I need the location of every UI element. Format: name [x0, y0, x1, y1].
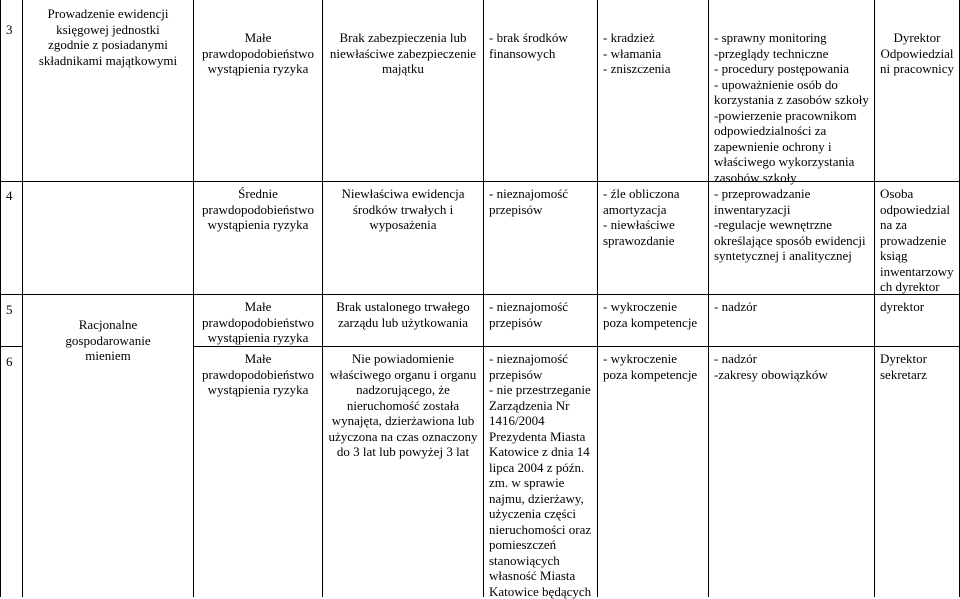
causes-cell: - brak środków finansowych	[489, 30, 568, 61]
risk-cell: Nie powiadomienie właściwego organu i organu nadzorującego, że nieruchomość została wynajęta, dzierżawiona lub użyczona na czas oznaczony do 3 lat lub powyżej 3 lat	[328, 351, 478, 459]
probability-cell: Średnie prawdopodobieństwo wystąpienia ryzyka	[202, 186, 314, 232]
controls-cell: - nadzór	[714, 299, 757, 314]
table-column-divider	[483, 0, 484, 597]
table-row-divider	[0, 346, 22, 347]
table-column-divider	[874, 0, 875, 597]
responsible-cell: Dyrektor sekretarz	[880, 351, 927, 382]
row-number: 4	[6, 188, 13, 203]
controls-cell: - sprawny monitoring -przeglądy techniczne - procedury postępowania - upoważnienie osób do korzystania z zasobów szkoły -powierzenie pracownikom odpowiedzialności za zapewnienie ochrony i właściwego wykorzystania zasobów szkoły	[714, 30, 869, 185]
responsible-cell: Osoba odpowiedzial na za prowadzenie ksiąg inwentarzowy ch dyrektor	[880, 186, 954, 294]
responsible-cell: Dyrektor Odpowiedzial ni pracownicy	[879, 30, 954, 76]
table-row-divider	[193, 346, 960, 347]
probability-cell: Małe prawdopodobieństwo wystąpienia ryzyka	[202, 351, 314, 397]
effects-cell: - źle obliczona amortyzacja - niewłaściwe sprawozdanie	[603, 186, 680, 248]
controls-cell: - przeprowadzanie inwentaryzacji -regulacje wewnętrzne określające sposób ewidencji syntetycznej i analitycznej	[714, 186, 866, 263]
risk-cell: Brak ustalonego trwałego zarządu lub użytkowania	[336, 299, 470, 330]
row-number: 6	[6, 354, 13, 369]
causes-cell: - nieznajomość przepisów	[489, 186, 569, 217]
table-border-left	[0, 0, 1, 597]
effects-cell: - kradzież - włamania - zniszczenia	[603, 30, 671, 76]
process-cell: Racjonalne gospodarowanie mieniem	[65, 317, 151, 363]
effects-cell: - wykroczenie poza kompetencje	[603, 351, 698, 382]
row-number: 3	[6, 22, 13, 37]
row-number: 5	[6, 302, 13, 317]
risk-cell: Brak zabezpieczenia lub niewłaściwe zabezpieczenie majątku	[329, 30, 477, 76]
probability-cell: Małe prawdopodobieństwo wystąpienia ryzyka	[202, 30, 314, 76]
risk-cell: Niewłaściwa ewidencja środków trwałych i wyposażenia	[341, 186, 465, 232]
responsible-cell: dyrektor	[880, 299, 925, 314]
causes-cell: - nieznajomość przepisów	[489, 299, 569, 330]
process-cell: Prowadzenie ewidencji księgowej jednostki zgodnie z posiadanymi składnikami majątkowymi	[38, 6, 178, 68]
table-row-divider	[0, 294, 960, 295]
table-column-divider	[597, 0, 598, 597]
effects-cell: - wykroczenie poza kompetencje	[603, 299, 698, 330]
causes-cell: - nieznajomość przepisów - nie przestrzeganie Zarządzenia Nr 1416/2004 Prezydenta Miasta Katowice z dnia 14 lipca 2004 z późn. zm. w sprawie najmu, dzierżawy, użyczenia części nieruchomości oraz pomieszczeń stanowiących własność Miasta Katowice będących	[489, 351, 592, 599]
probability-cell: Małe prawdopodobieństwo wystąpienia ryzyka	[202, 299, 314, 345]
table-column-divider	[22, 0, 23, 597]
controls-cell: - nadzór -zakresy obowiązków	[714, 351, 828, 382]
table-column-divider	[708, 0, 709, 597]
